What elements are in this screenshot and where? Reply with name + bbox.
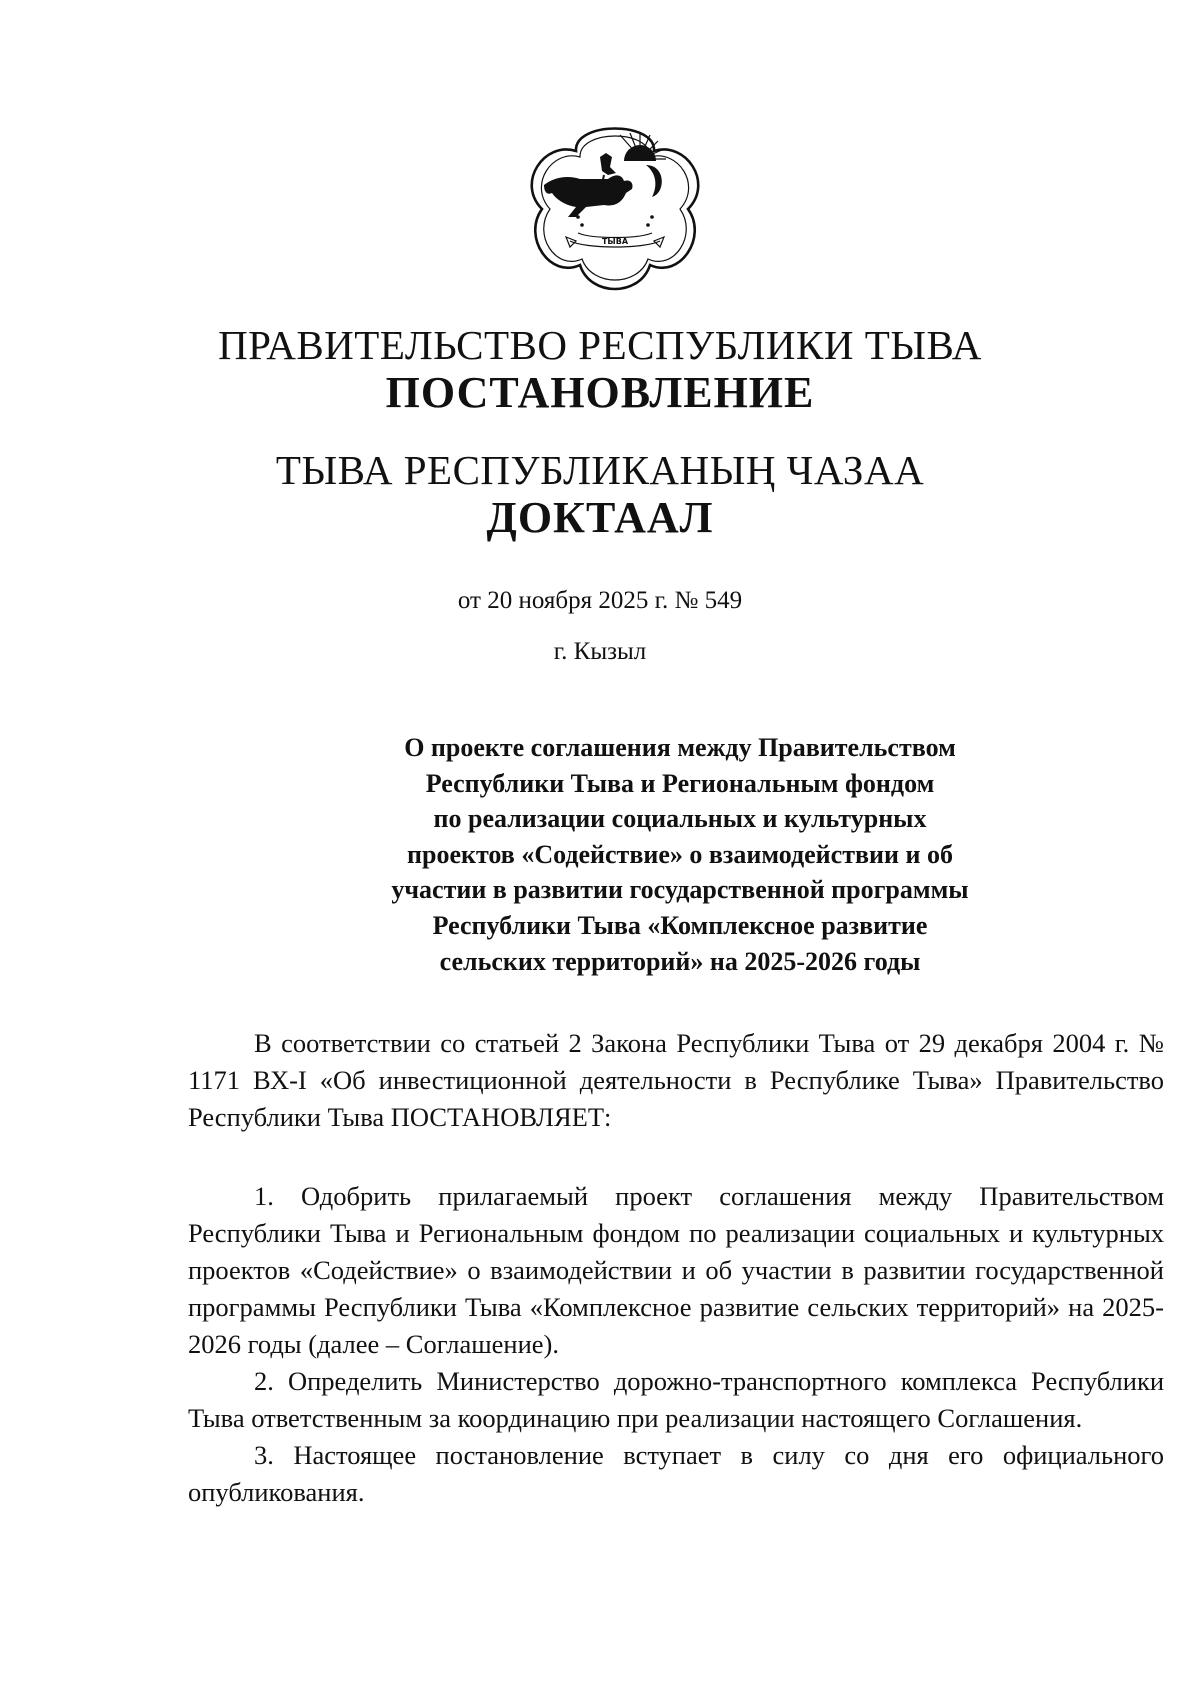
title-line: по реализации социальных и культурных [433, 804, 927, 834]
document-city: г. Кызыл [553, 638, 647, 665]
emblem-text: ТЫВА [601, 237, 629, 246]
point-3: 3. Настоящее постановление вступает в силу со дня его официального опубликования. [188, 1440, 1164, 1507]
document-type-ru: ПОСТАНОВЛЕНИЕ [385, 368, 815, 417]
document-type-tv: ДОКТААЛ [486, 493, 714, 542]
resolution-points [188, 1178, 1164, 1511]
title-line: участии в развитии государственной программы [391, 875, 969, 905]
tuva-coat-of-arms-icon [516, 113, 714, 297]
preamble-block [188, 1025, 1164, 1136]
title-line: проектов «Содействие» о взаимодействии и об [407, 839, 953, 869]
title-line: О проекте соглашения между Правительством [404, 733, 956, 762]
government-name-ru: ПРАВИТЕЛЬСТВО РЕСПУБЛИКИ ТЫВА [218, 322, 982, 368]
document-title [340, 730, 1020, 979]
document-date-number: от 20 ноября 2025 г. № 549 [457, 587, 743, 614]
preamble-paragraph: В соответствии со статьей 2 Закона Республики Тыва от 29 декабря 2004 г. № 1171 ВХ-I «Об инвестиционной деятельности в Республике Тыва» Правительство Республики Тыва ПОСТАНОВЛЯЕТ: [188, 1028, 1164, 1132]
government-name-tv: ТЫВА РЕСПУБЛИКАНЫҢ ЧАЗАА [275, 447, 925, 493]
title-line: Республики Тыва «Комплексное развитие [432, 910, 928, 940]
point-2: 2. Определить Министерство дорожно-транспортного комплекса Республики Тыва ответственным за координацию при реализации настоящего Соглашения. [188, 1366, 1164, 1433]
title-line: сельских территорий» на 2025-2026 годы [439, 946, 921, 976]
point-1: 1. Одобрить прилагаемый проект соглашения между Правительством Республики Тыва и Региональным фондом по реализации социальных и культурных проектов «Содействие» о взаимодействии и об участии в развитии государственной программы Республики Тыва «Комплексное развитие сельских территорий» на 2025-2026 годы (далее – Соглашение). [188, 1181, 1164, 1359]
title-line: Республики Тыва и Региональным фондом [425, 768, 935, 798]
